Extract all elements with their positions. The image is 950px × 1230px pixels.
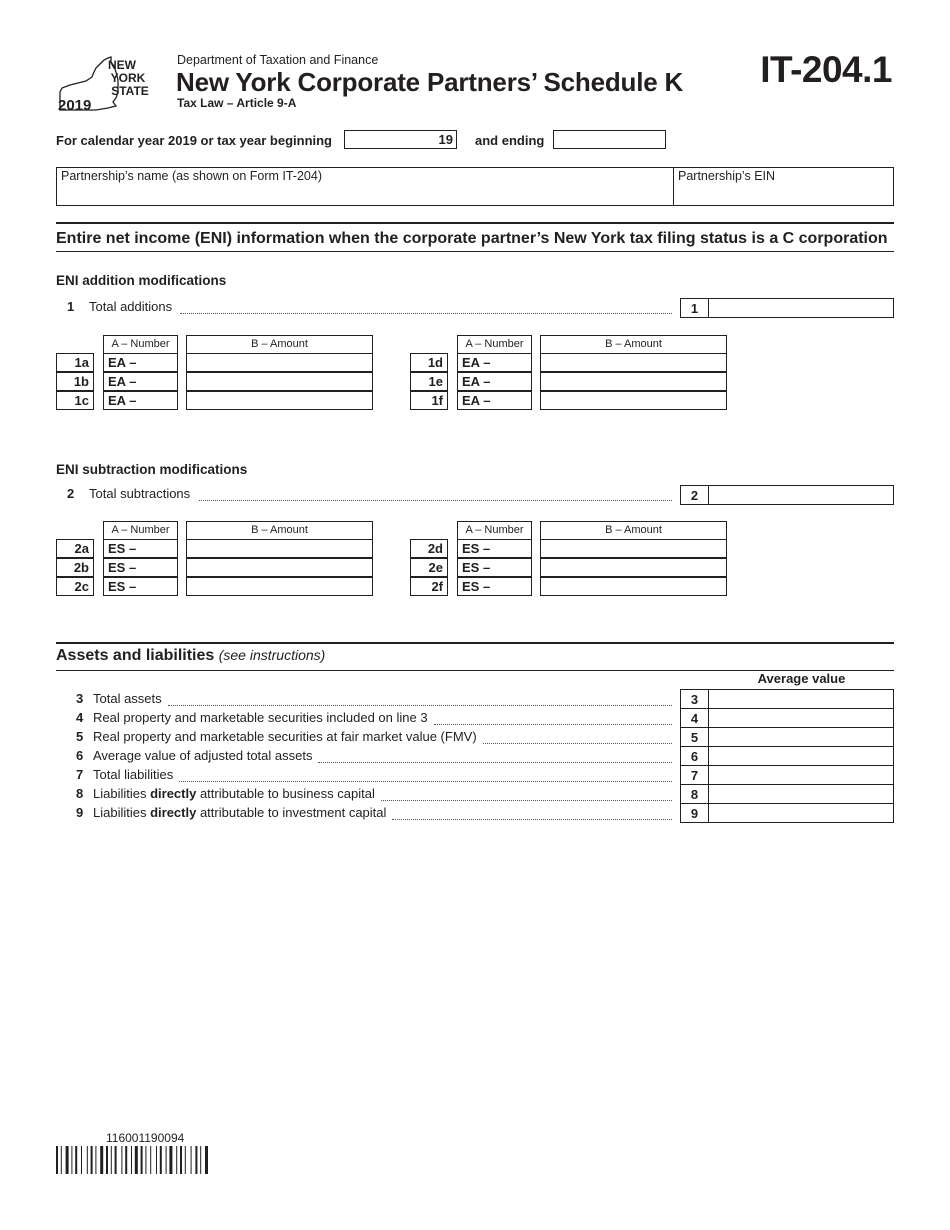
additions-col-a-header-1: A – Number <box>457 335 532 354</box>
line-2c-number-field[interactable]: ES – <box>103 577 178 596</box>
line-1-box-label: 1 <box>680 298 709 318</box>
assets-title: Assets and liabilities <box>56 647 215 664</box>
line-9-number: 9 <box>76 805 84 820</box>
line-5-box-label: 5 <box>680 727 709 747</box>
line-9-text-post: attributable to investment capital <box>196 805 387 820</box>
subtractions-col-a-header-1: A – Number <box>457 521 532 540</box>
logo-york: YORK <box>110 71 146 85</box>
line-6-text-pre: Average value of adjusted total assets <box>93 748 313 763</box>
barcode-bar <box>61 1146 62 1174</box>
barcode-bar <box>106 1146 108 1174</box>
additions-col-a-header-0: A – Number <box>103 335 178 354</box>
logo-year: 2019 <box>58 97 92 114</box>
barcode-bar <box>66 1146 69 1174</box>
line-2b-label: 2b <box>56 558 94 577</box>
barcode-bar <box>169 1146 172 1174</box>
line-1c-amount-field[interactable] <box>186 391 373 410</box>
line-9-average-value-field[interactable] <box>708 803 894 823</box>
assets-title-note: (see instructions) <box>218 647 326 663</box>
line-5-number: 5 <box>76 729 84 744</box>
line-1b-label: 1b <box>56 372 94 391</box>
partnership-name-field[interactable] <box>57 186 672 205</box>
line-1a-amount-field[interactable] <box>186 353 373 372</box>
barcode-bar <box>141 1146 143 1174</box>
line-2d-number-field[interactable]: ES – <box>457 539 532 558</box>
line-2-box-label: 2 <box>680 485 709 505</box>
barcode-bar <box>121 1146 122 1174</box>
eni-additions-heading: ENI addition modifications <box>56 273 227 288</box>
line-1a-number-field[interactable]: EA – <box>103 353 178 372</box>
line-1-amount-field[interactable] <box>708 298 894 318</box>
ein-divider <box>673 167 674 206</box>
line-2f-number-field[interactable]: ES – <box>457 577 532 596</box>
line-6-box-label: 6 <box>680 746 709 766</box>
line-2-text: Total subtractions <box>89 486 191 501</box>
ny-state-logo <box>56 52 152 114</box>
barcode-bar <box>87 1146 88 1174</box>
line-4-text <box>93 710 428 725</box>
additions-col-b-header-0: B – Amount <box>186 335 373 354</box>
assets-title-wrap <box>56 647 325 665</box>
line-2a-label: 2a <box>56 539 94 558</box>
line-4-average-value-field[interactable] <box>708 708 894 728</box>
line-8-text-pre: Liabilities <box>93 786 151 801</box>
partnership-ein-field[interactable] <box>675 186 893 205</box>
line-1d-number-field[interactable]: EA – <box>457 353 532 372</box>
line-1c-label: 1c <box>56 391 94 410</box>
line-1a-label: 1a <box>56 353 94 372</box>
barcode-bar <box>185 1146 186 1174</box>
line-3-number: 3 <box>76 691 84 706</box>
line-1-text: Total additions <box>89 299 173 314</box>
line-4-number: 4 <box>76 710 84 725</box>
logo-new: NEW <box>108 58 136 72</box>
line-6-number: 6 <box>76 748 84 763</box>
form-number: IT-204.1 <box>760 49 892 90</box>
line-1c-number-field[interactable]: EA – <box>103 391 178 410</box>
barcode-bar <box>176 1146 177 1174</box>
line-1f-label: 1f <box>410 391 448 410</box>
eni-section-title: Entire net income (ENI) information when the corporate partner’s New York tax filing status is a C corporation <box>56 230 888 247</box>
line-8-text-post: attributable to business capital <box>196 786 375 801</box>
line-2d-label: 2d <box>410 539 448 558</box>
barcode-bar <box>160 1146 162 1174</box>
subtractions-col-a-header-0: A – Number <box>103 521 178 540</box>
line-2f-label: 2f <box>410 577 448 596</box>
barcode-bar <box>145 1146 146 1174</box>
barcode-bar <box>180 1146 182 1174</box>
additions-col-b-header-1: B – Amount <box>540 335 727 354</box>
line-2b-amount-field[interactable] <box>186 558 373 577</box>
line-2-leader <box>199 487 672 501</box>
partnership-ein-label: Partnership’s EIN <box>678 169 776 183</box>
line-1-leader <box>180 300 672 314</box>
form-title: New York Corporate Partners’ Schedule K <box>176 67 684 97</box>
line-8-box-label: 8 <box>680 784 709 804</box>
section-rule-bottom <box>56 251 894 252</box>
line-3-text <box>93 691 162 706</box>
line-8-number: 8 <box>76 786 84 801</box>
barcode-bar <box>75 1146 77 1174</box>
barcode-bar <box>200 1146 201 1174</box>
line-1d-amount-field[interactable] <box>540 353 727 372</box>
eni-subtractions-heading: ENI subtraction modifications <box>56 462 248 477</box>
barcode-bar <box>125 1146 127 1174</box>
barcode-bar <box>135 1146 138 1174</box>
barcode-bar <box>205 1146 208 1174</box>
line-4-box-label: 4 <box>680 708 709 728</box>
line-3-average-value-field[interactable] <box>708 689 894 709</box>
line-2b-number-field[interactable]: ES – <box>103 558 178 577</box>
tax-law-reference: Tax Law – Article 9-A <box>177 96 297 110</box>
subtractions-col-b-header-1: B – Amount <box>540 521 727 540</box>
line-1f-amount-field[interactable] <box>540 391 727 410</box>
line-2e-label: 2e <box>410 558 448 577</box>
barcode-bar <box>111 1146 112 1174</box>
line-2-amount-field[interactable] <box>708 485 894 505</box>
barcode-bar <box>71 1146 72 1174</box>
line-9-leader <box>392 806 672 820</box>
subtractions-col-b-header-0: B – Amount <box>186 521 373 540</box>
line-2e-number-field[interactable]: ES – <box>457 558 532 577</box>
line-7-box-label: 7 <box>680 765 709 785</box>
barcode-bar <box>195 1146 197 1174</box>
barcode-bar <box>56 1146 58 1174</box>
barcode-bar <box>100 1146 103 1174</box>
line-1e-label: 1e <box>410 372 448 391</box>
line-3-box-label: 3 <box>680 689 709 709</box>
barcode-bar <box>166 1146 167 1174</box>
line-1e-number-field[interactable]: EA – <box>457 372 532 391</box>
barcode-bar <box>115 1146 117 1174</box>
barcode-bar <box>91 1146 93 1174</box>
line-5-text <box>93 729 477 744</box>
line-6-average-value-field[interactable] <box>708 746 894 766</box>
line-2f-amount-field[interactable] <box>540 577 727 596</box>
line-6-text <box>93 748 312 763</box>
line-7-text <box>93 767 173 782</box>
line-4-text-pre: Real property and marketable securities included on line 3 <box>93 710 428 725</box>
line-7-average-value-field[interactable] <box>708 765 894 785</box>
line-8-text <box>93 786 375 801</box>
line-3-text-pre: Total assets <box>93 691 162 706</box>
line-9-text-pre: Liabilities <box>93 805 151 820</box>
barcode-bar <box>81 1146 82 1174</box>
line-7-text-pre: Total liabilities <box>93 767 174 782</box>
assets-rule-top <box>56 642 894 644</box>
line-4-leader <box>434 711 672 725</box>
calendar-year-label: For calendar year 2019 or tax year beginning <box>56 133 333 148</box>
line-5-leader <box>483 730 672 744</box>
and-ending-label: and ending <box>475 133 545 148</box>
barcode <box>56 1146 240 1174</box>
average-value-header: Average value <box>757 671 846 686</box>
line-9-box-label: 9 <box>680 803 709 823</box>
line-1d-label: 1d <box>410 353 448 372</box>
line-2a-number-field[interactable]: ES – <box>103 539 178 558</box>
tax-year-beginning-field[interactable]: 19 <box>344 130 457 149</box>
logo-state: STATE <box>111 84 149 98</box>
line-1-number: 1 <box>67 299 75 314</box>
line-1b-number-field[interactable]: EA – <box>103 372 178 391</box>
line-7-leader <box>179 768 672 782</box>
barcode-bar <box>150 1146 151 1174</box>
line-1e-amount-field[interactable] <box>540 372 727 391</box>
line-2c-label: 2c <box>56 577 94 596</box>
line-9-text-bold: directly <box>150 805 197 820</box>
line-2a-amount-field[interactable] <box>186 539 373 558</box>
barcode-number: 116001190094 <box>106 1131 185 1145</box>
line-9-text <box>93 805 386 820</box>
line-2d-amount-field[interactable] <box>540 539 727 558</box>
line-7-number: 7 <box>76 767 84 782</box>
line-2e-amount-field[interactable] <box>540 558 727 577</box>
department-name: Department of Taxation and Finance <box>177 53 379 67</box>
line-3-leader <box>168 692 672 706</box>
line-1f-number-field[interactable]: EA – <box>457 391 532 410</box>
line-1b-amount-field[interactable] <box>186 372 373 391</box>
barcode-bar <box>95 1146 96 1174</box>
line-5-average-value-field[interactable] <box>708 727 894 747</box>
barcode-bar <box>191 1146 192 1174</box>
line-8-leader <box>381 787 672 801</box>
section-rule-top <box>56 222 894 224</box>
line-8-text-bold: directly <box>150 786 197 801</box>
line-5-text-pre: Real property and marketable securities at fair market value (FMV) <box>93 729 477 744</box>
line-2c-amount-field[interactable] <box>186 577 373 596</box>
barcode-bar <box>156 1146 157 1174</box>
tax-year-ending-field[interactable] <box>553 130 666 149</box>
line-2-number: 2 <box>67 486 75 501</box>
partnership-name-label: Partnership’s name (as shown on Form IT-204) <box>61 169 322 183</box>
barcode-bar <box>131 1146 132 1174</box>
line-6-leader <box>318 749 672 763</box>
line-8-average-value-field[interactable] <box>708 784 894 804</box>
